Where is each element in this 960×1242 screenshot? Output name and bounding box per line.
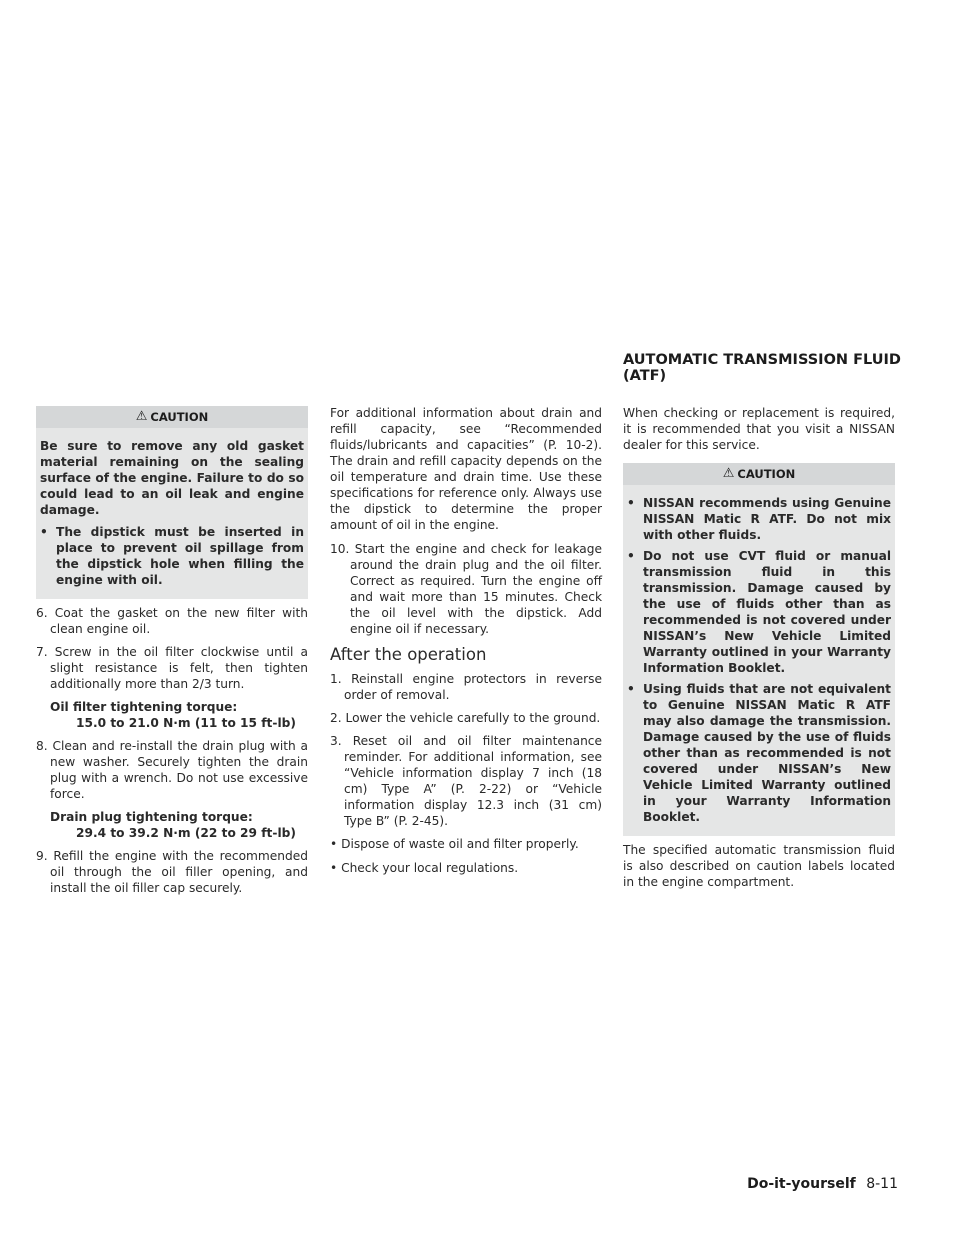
caution-bullet-text: NISSAN recommends using Genuine NISSAN Matic R ATF. Do not mix with other fluids. (643, 496, 891, 542)
after-step-3: 3. Reset oil and oil filter maintenance reminder. For additional information, see “Vehicle information display 7 inch (18 cm) Type A” (P. 2-22) or “Vehicle information display 12.3 inch (31 cm) Type B” (P. 2-45). (330, 734, 602, 828)
caution-label: CAUTION (737, 467, 796, 481)
caution-bullet-text: Using fluids that are not equivalent to Genuine NISSAN Matic R ATF may also damage the transmission. Damage caused by the use of fluids other than as recommended is not covered under NISSAN’s New Vehicle Limited Warranty outlined in your Warranty Information Booklet. (643, 682, 891, 824)
column-middle (330, 405, 602, 884)
step-9: 9. Refill the engine with the recommended oil through the oil filler opening, and install the oil filler cap securely. (36, 849, 308, 895)
caution-body (623, 487, 895, 836)
caution-bullet (40, 524, 304, 588)
atf-intro: When checking or replacement is required, it is recommended that you visit a NISSAN dealer for this service. (623, 406, 895, 452)
warning-triangle-icon: ⚠ (722, 466, 735, 481)
caution-body (36, 430, 308, 599)
caution-header (623, 463, 895, 485)
step-8: 8. Clean and re-install the drain plug with a new washer. Securely tighten the drain plug with a wrench. Do not use excessive force. (36, 739, 308, 801)
oil-filter-torque-value: 15.0 to 21.0 N·m (11 to 15 ft-lb) (76, 716, 296, 730)
drain-plug-torque-label: Drain plug tightening torque: (50, 810, 253, 824)
footer-section-name: Do-it-yourself (747, 1176, 856, 1192)
caution-intro: Be sure to remove any old gasket material remaining on the sealing surface of the engine. Failure to do so could lead to an oil leak and engine damage. (40, 439, 304, 517)
caution-bullet (627, 681, 891, 825)
oil-filter-torque-label: Oil filter tightening torque: (50, 700, 238, 714)
column-right (623, 405, 895, 898)
step-6: 6. Coat the gasket on the new filter with clean engine oil. (36, 606, 308, 636)
capacity-paragraph: For additional information about drain and refill capacity, see “Recommended fluids/lubricants and capacities” (P. 10-2). The drain and refill capacity depends on the oil temperature and drain time. Use these specifications for reference only. Always use the dipstick to determine the proper amount of oil in the engine. (330, 406, 602, 532)
after-operation-heading: After the operation (330, 645, 487, 664)
bullet-regulations: • Check your local regulations. (330, 861, 519, 875)
after-step-2: 2. Lower the vehicle carefully to the ground. (330, 711, 601, 725)
bullet-dispose: • Dispose of waste oil and filter properly. (330, 837, 579, 851)
caution-bullet-text: Do not use CVT fluid or manual transmission fluid in this transmission. Damage caused by the use of fluids other than as recommended is not covered under NISSAN’s New Vehicle Limited Warranty outlined in your Warranty Information Booklet. (643, 549, 891, 675)
bullet-icon: • (627, 549, 635, 563)
bullet-icon: • (40, 525, 48, 539)
bullet-icon: • (627, 682, 635, 696)
caution-box (36, 406, 308, 599)
step-10: 10. Start the engine and check for leakage around the drain plug and the oil filter. Correct as required. Turn the engine off and wait more than 15 minutes. Check the oil level with the dipstick. Add engine oil if necessary. (330, 542, 602, 636)
caution-label: CAUTION (150, 410, 209, 424)
atf-caution-box (623, 463, 895, 836)
caution-bullet (627, 548, 891, 676)
warning-triangle-icon: ⚠ (135, 409, 148, 424)
after-step-1: 1. Reinstall engine protectors in reverse order of removal. (330, 672, 602, 702)
drain-plug-torque-value: 29.4 to 39.2 N·m (22 to 29 ft-lb) (76, 826, 296, 840)
column-left (36, 406, 308, 903)
caution-bullet (627, 495, 891, 543)
page-footer (747, 1176, 898, 1192)
caution-bullet-text: The dipstick must be inserted in place to prevent oil spillage from the dipstick hole when filling the engine with oil. (56, 525, 304, 587)
section-title: AUTOMATIC TRANSMISSION FLUID (ATF) (623, 352, 901, 384)
caution-header (36, 406, 308, 428)
page-number: 8-11 (866, 1176, 898, 1192)
atf-outro: The specified automatic transmission fluid is also described on caution labels located in the engine compartment. (623, 843, 895, 889)
step-7: 7. Screw in the oil filter clockwise until a slight resistance is felt, then tighten additionally more than 2/3 turn. (36, 645, 308, 691)
bullet-icon: • (627, 496, 635, 510)
